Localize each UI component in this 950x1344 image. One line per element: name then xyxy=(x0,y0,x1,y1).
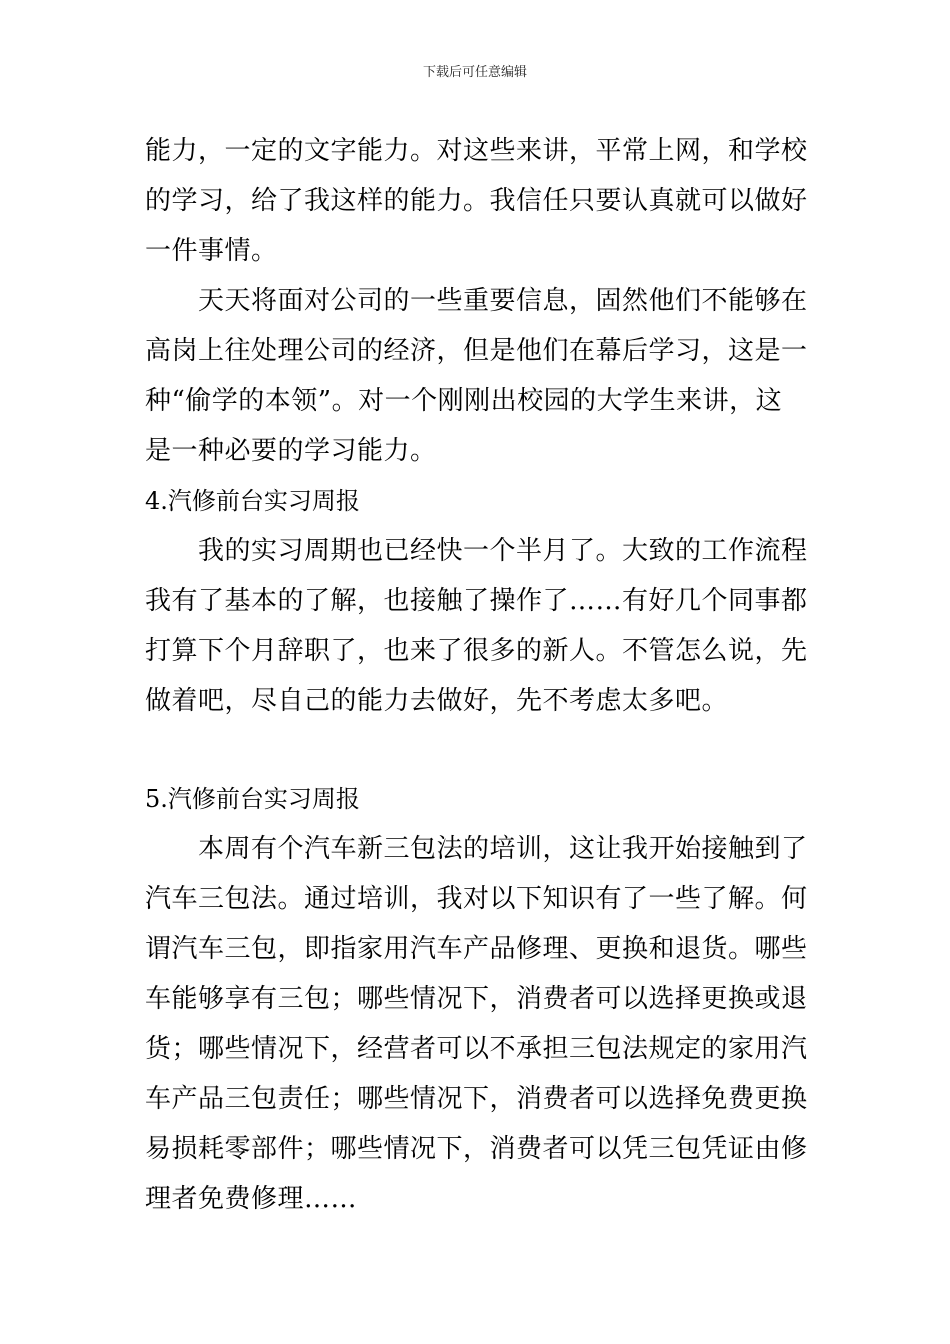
text-line: 天天将面对公司的一些重要信息，固然他们不能够在 xyxy=(145,286,808,316)
text-line: 理者免费修理…… xyxy=(145,1184,358,1214)
text-line: 车能够享有三包；哪些情况下，消费者可以选择更换或退 xyxy=(145,984,808,1014)
text-line: 的学习，给了我这样的能力。我信任只要认真就可以做好 xyxy=(145,186,808,216)
text-line: 能力，一定的文字能力。对这些来讲，平常上网，和学校 xyxy=(145,136,808,166)
text-line: 高岗上往处理公司的经济，但是他们在幕后学习，这是一 xyxy=(145,336,808,366)
text-line: 我有了基本的了解，也接触了操作了……有好几个同事都 xyxy=(145,586,808,616)
text-line: 一件事情。 xyxy=(145,236,278,266)
text-line: 谓汽车三包，即指家用汽车产品修理、更换和退货。哪些 xyxy=(145,934,808,964)
paragraph-3 xyxy=(145,526,807,726)
text-line: 汽车三包法。通过培训，我对以下知识有了一些了解。何 xyxy=(145,884,808,914)
paragraph-spacer xyxy=(145,726,807,774)
text-line: 本周有个汽车新三包法的培训，这让我开始接触到了 xyxy=(145,834,808,864)
text-line: 我的实习周期也已经快一个半月了。大致的工作流程 xyxy=(145,536,808,566)
text-line: 车产品三包责任；哪些情况下，消费者可以选择免费更换 xyxy=(145,1084,808,1114)
document-body xyxy=(145,126,807,1224)
text-line: 打算下个月辞职了，也来了很多的新人。不管怎么说，先 xyxy=(145,636,808,666)
section-heading-5: 5.汽修前台实习周报 xyxy=(145,785,360,813)
text-line: 货；哪些情况下，经营者可以不承担三包法规定的家用汽 xyxy=(145,1034,808,1064)
paragraph-1 xyxy=(145,126,807,276)
paragraph-2 xyxy=(145,276,807,476)
section-heading-4: 4.汽修前台实习周报 xyxy=(145,487,360,515)
text-line: 易损耗零部件；哪些情况下，消费者可以凭三包凭证由修 xyxy=(145,1134,808,1164)
text-line: 种“偷学的本领”。对一个刚刚出校园的大学生来讲，这 xyxy=(145,386,783,416)
text-line: 是一种必要的学习能力。 xyxy=(145,436,437,466)
text-line: 做着吧，尽自己的能力去做好，先不考虑太多吧。 xyxy=(145,686,729,716)
paragraph-4 xyxy=(145,824,807,1224)
page-header: 下载后可任意编辑 xyxy=(422,65,527,80)
